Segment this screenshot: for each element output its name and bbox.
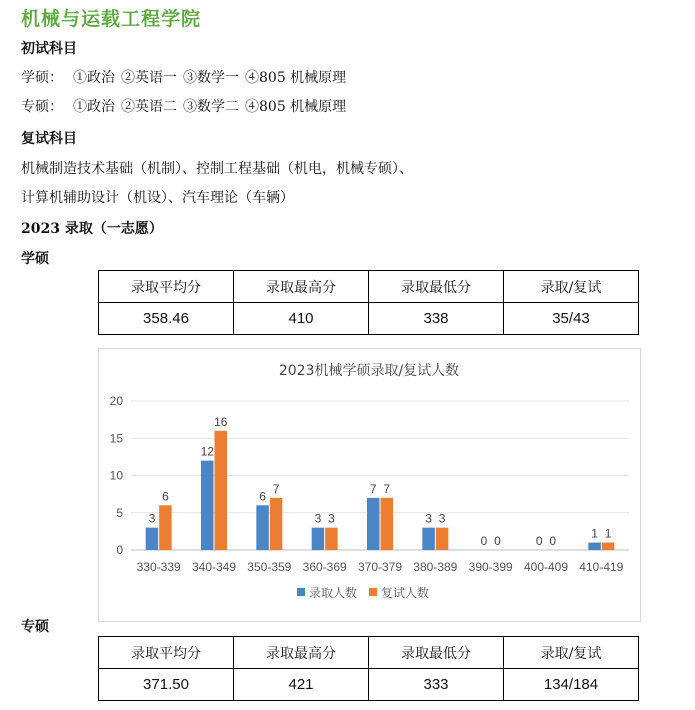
data-label: 3: [425, 511, 432, 526]
header-cell: 录取最高分: [234, 637, 369, 669]
value-cell: 338: [369, 303, 504, 335]
data-label: 0: [549, 534, 557, 548]
value-cell: 35/43: [504, 303, 639, 335]
preliminary-heading: 初试科目: [21, 41, 77, 57]
bar: [201, 461, 214, 550]
table-header-row: [99, 271, 639, 303]
data-label: 16: [214, 414, 228, 429]
legend-label: 录取人数: [309, 586, 358, 600]
admission-chart: [98, 348, 641, 622]
professional-stats-table: [98, 636, 639, 701]
y-tick-label: 15: [109, 431, 123, 446]
subject-item: ④805 机械原理: [245, 99, 347, 115]
subject-item: ①政治: [73, 99, 115, 115]
value-cell: 134/184: [504, 669, 639, 701]
header-cell: 录取平均分: [99, 637, 234, 669]
professional-label: 专硕：: [21, 99, 63, 115]
retest-line-1: 机械制造技术基础（机制）、控制工程基础（机电，机械专硕）、: [21, 161, 413, 177]
header-cell: 录取最高分: [234, 271, 369, 303]
legend-label: 复试人数: [381, 586, 430, 600]
data-label: 3: [314, 511, 322, 526]
bar: [422, 528, 435, 550]
academic-heading: 学硕: [21, 251, 49, 267]
subject-item: ④805 机械原理: [245, 70, 347, 86]
data-label: 1: [604, 526, 612, 541]
bar: [325, 528, 338, 550]
header-cell: 录取平均分: [99, 271, 234, 303]
chart-canvas: [99, 349, 640, 621]
legend-swatch: [297, 588, 305, 596]
data-label: 3: [328, 511, 335, 526]
data-label: 6: [162, 489, 169, 504]
bar: [381, 498, 394, 550]
subject-item: ③数学一: [183, 70, 239, 86]
professional-subjects: [21, 96, 352, 116]
data-label: 7: [383, 481, 391, 496]
subject-item: ③数学二: [183, 99, 239, 115]
academic-stats-table: [98, 270, 639, 335]
value-cell: 358.46: [99, 303, 234, 335]
data-label: 6: [259, 489, 266, 504]
admission-heading: 2023 录取（一志愿）: [21, 221, 163, 237]
data-label: 3: [438, 511, 446, 526]
header-cell: 录取最低分: [369, 637, 504, 669]
x-tick-label: 400-409: [523, 560, 569, 574]
bar: [146, 528, 159, 550]
retest-line-2: 计算机辅助设计（机设）、汽车理论（车辆）: [21, 190, 294, 206]
value-cell: 410: [234, 303, 369, 335]
chart-legend: [297, 585, 429, 600]
data-label: 3: [148, 511, 156, 526]
subject-item: ②英语二: [121, 99, 177, 115]
data-label: 7: [272, 481, 280, 496]
data-label: 1: [591, 526, 598, 541]
header-cell: 录取/复试: [504, 271, 639, 303]
table-header-row: [99, 637, 639, 669]
value-cell: 421: [234, 669, 369, 701]
subject-item: ②英语一: [121, 70, 177, 86]
bar: [159, 505, 172, 550]
value-cell: 333: [369, 669, 504, 701]
x-tick-label: 350-359: [247, 560, 292, 574]
bar: [436, 528, 449, 550]
table-row: [99, 303, 639, 335]
x-tick-label: 330-339: [136, 560, 181, 574]
chart-bars: [146, 431, 615, 550]
data-label: 7: [369, 481, 377, 496]
professional-heading: 专硕: [21, 619, 49, 635]
academic-subjects: [21, 67, 352, 87]
y-tick-label: 5: [116, 505, 123, 520]
academic-label: 学硕：: [21, 70, 63, 86]
retest-heading: 复试科目: [21, 131, 77, 147]
y-tick-label: 20: [109, 394, 123, 408]
header-cell: 录取最低分: [369, 271, 504, 303]
data-label: 0: [494, 534, 501, 548]
bar: [256, 505, 269, 550]
header-cell: 录取/复试: [504, 637, 639, 669]
x-tick-label: 410-419: [579, 560, 624, 574]
y-tick-label: 10: [109, 468, 123, 483]
bar: [367, 498, 380, 550]
value-cell: 371.50: [99, 669, 234, 701]
bar: [312, 528, 325, 550]
bar: [588, 543, 601, 550]
x-tick-label: 360-369: [302, 560, 347, 574]
chart-title: 2023机械学硕录取/复试人数: [278, 363, 460, 379]
data-label: 0: [480, 534, 488, 548]
subject-item: ①政治: [73, 70, 115, 86]
x-tick-label: 390-399: [468, 560, 513, 574]
bar: [215, 431, 228, 550]
chart-x-ticks: [137, 560, 624, 574]
data-label: 12: [200, 444, 214, 459]
page-title: 机械与运载工程学院: [21, 8, 202, 30]
data-label: 0: [535, 534, 543, 548]
y-tick-label: 0: [116, 543, 123, 557]
x-tick-label: 340-349: [191, 560, 237, 574]
x-tick-label: 380-389: [413, 560, 458, 574]
x-tick-label: 370-379: [357, 560, 403, 574]
table-row: [99, 669, 639, 701]
bar: [270, 498, 283, 550]
legend-swatch: [369, 588, 377, 596]
bar: [602, 543, 615, 550]
